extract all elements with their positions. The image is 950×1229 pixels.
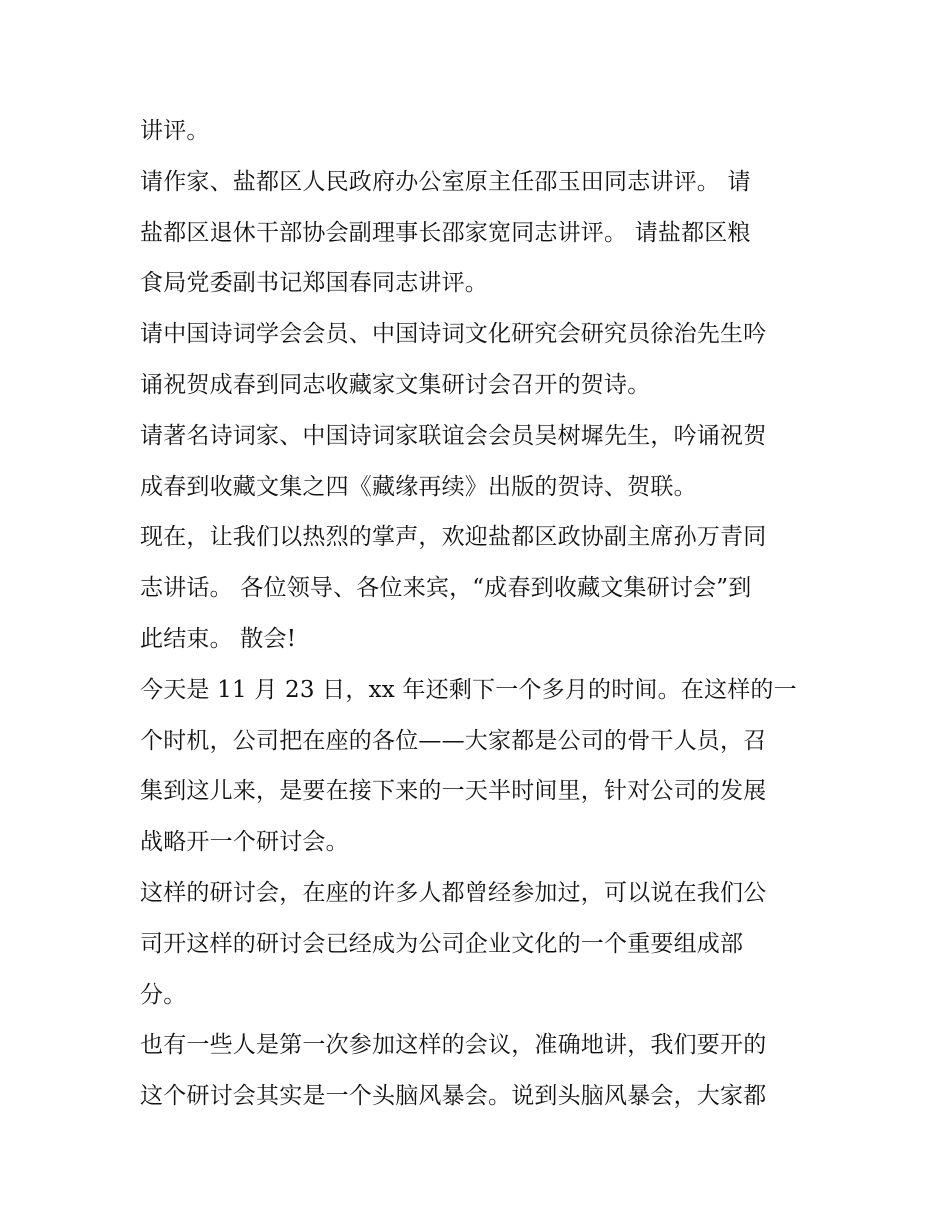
text-line: 战略开一个研讨会。 <box>140 829 349 856</box>
text-line: 分。 <box>140 981 187 1008</box>
document-body <box>140 106 812 1122</box>
text-line: 此结束。 散会! <box>140 625 297 652</box>
text-line: 诵祝贺成春到同志收藏家文集研讨会召开的贺诗。 <box>140 371 651 398</box>
text-line: 讲评。 <box>140 118 210 144</box>
text-line: 今天是 11 月 23 日，xx 年还剩下一个多月的时间。在这样的一 <box>140 676 797 703</box>
text-line: 也有一些人是第一次参加这样的会议，准确地讲，我们要开的 <box>140 1032 767 1059</box>
text-line: 现在，让我们以热烈的掌声，欢迎盐都区政协副主席孙万青同 <box>140 524 767 551</box>
text-line: 成春到收藏文集之四《藏缘再续》出版的贺诗、贺联。 <box>140 473 697 500</box>
text-line: 个时机，公司把在座的各位——大家都是公司的骨干人员，召 <box>140 727 767 754</box>
text-line: 请著名诗词家、中国诗词家联谊会会员吴树墀先生，吟诵祝贺 <box>140 422 767 449</box>
text-line: 这样的研讨会，在座的许多人都曾经参加过，可以说在我们公 <box>140 879 767 906</box>
text-line: 请中国诗词学会会员、中国诗词文化研究会研究员徐治先生吟 <box>140 321 767 348</box>
text-line: 这个研讨会其实是一个头脑风暴会。说到头脑风暴会，大家都 <box>140 1083 767 1110</box>
text-line: 志讲话。 各位领导、各位来宾，“成春到收藏文集研讨会”到 <box>140 575 752 602</box>
text-line: 请作家、盐都区人民政府办公室原主任邵玉田同志讲评。 请 <box>140 168 751 195</box>
text-line: 司开这样的研讨会已经成为公司企业文化的一个重要组成部 <box>140 930 744 957</box>
text-line: 食局党委副书记郑国春同志讲评。 <box>140 270 488 297</box>
text-line: 集到这儿来，是要在接下来的一天半时间里，针对公司的发展 <box>140 778 767 805</box>
text-line: 盐都区退休干部协会副理事长邵家宽同志讲评。 请盐都区粮 <box>140 219 751 246</box>
